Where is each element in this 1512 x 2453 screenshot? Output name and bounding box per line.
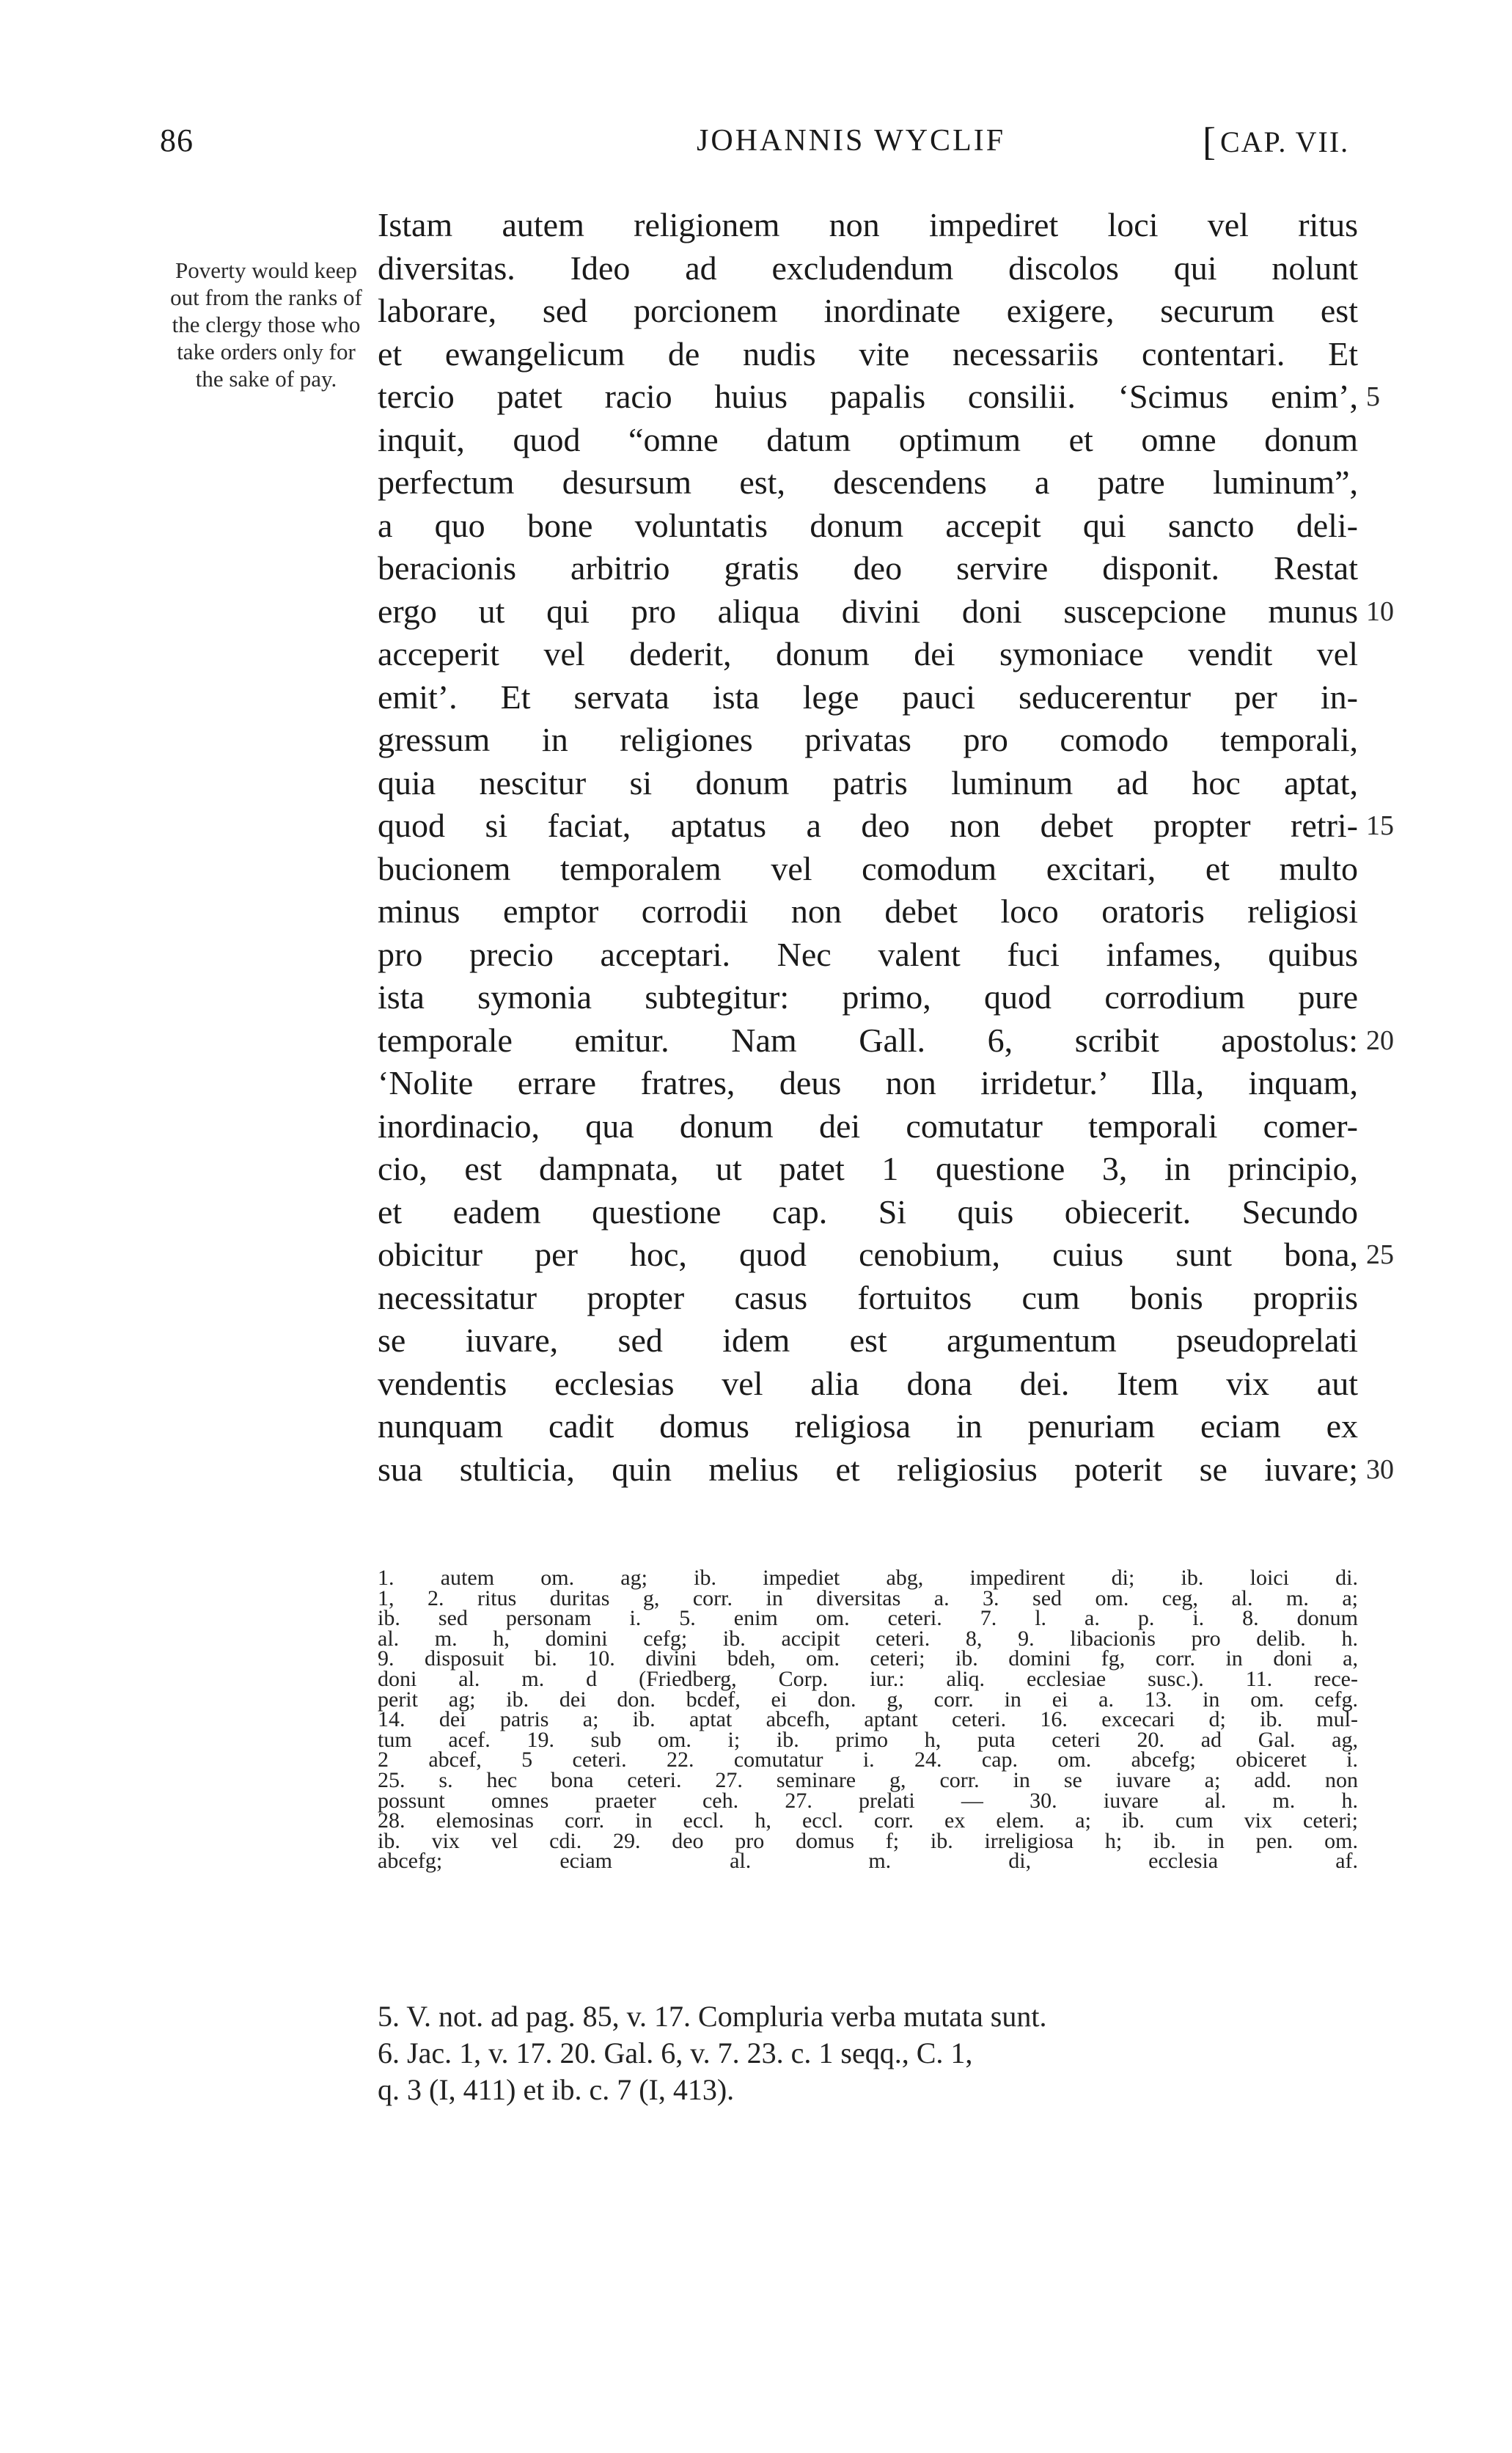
text-line xyxy=(378,590,1394,634)
text-line xyxy=(378,290,1358,333)
apparatus-line: 1, 2. ritus duritas g, corr. in diversitas a. 3. sed om. ceg, al. m. a; xyxy=(378,1585,1358,1610)
chapter-bracket: [ xyxy=(1203,120,1217,164)
text-line-content: obicitur per hoc, quod cenobium, cuius sunt bona, xyxy=(378,1236,1358,1273)
running-head: JOHANNIS WYCLIF xyxy=(697,124,1006,158)
text-line-content: diversitas. Ideo ad excludendum discolos qui nolunt xyxy=(378,249,1358,287)
text-line xyxy=(378,1448,1394,1492)
text-line-content: sua stulticia, quin melius et religiosius poterit se iuvare; xyxy=(378,1450,1358,1488)
text-line-content: inquit, quod “omne datum optimum et omne donum xyxy=(378,420,1358,458)
line-number: 15 xyxy=(1366,810,1394,841)
apparatus-line: 2 abcef, 5 ceteri. 22. comutatur i. 24. cap. om. abcefg; obiceret i. xyxy=(378,1748,1358,1772)
text-line-content: tercio patet racio huius papalis consilii. ‘Scimus enim’, xyxy=(378,378,1358,415)
line-number: 5 xyxy=(1366,381,1380,412)
text-line xyxy=(378,1148,1358,1191)
text-line xyxy=(378,976,1358,1019)
text-line xyxy=(378,633,1358,676)
text-line-content: et eadem questione cap. Si quis obiecerit. Secundo xyxy=(378,1192,1358,1231)
text-line-content: minus emptor corrodii non debet loco oratoris religiosi xyxy=(378,892,1358,930)
text-line xyxy=(378,934,1358,977)
text-line xyxy=(378,333,1358,376)
text-line xyxy=(378,1405,1358,1448)
text-line xyxy=(378,461,1358,505)
apparatus-line: perit ag; ib. dei don. bcdef, ei don. g, corr. in ei a. 13. in om. cefg. xyxy=(378,1687,1358,1712)
apparatus-line: 9. disposuit bi. 10. divini bdeh, om. ceteri; ib. domini fg, corr. in doni a, xyxy=(378,1646,1358,1671)
text-line-content: ‘Nolite errare fratres, deus non irridetur.’ Illa, inquam, xyxy=(378,1064,1358,1101)
text-line-content: et ewangelicum de nudis vite necessariis contentari. Et xyxy=(378,334,1358,373)
text-line xyxy=(378,1191,1358,1234)
apparatus-line: 25. s. hec bona ceteri. 27. seminare g, corr. in se iuvare a; add. non xyxy=(378,1767,1358,1792)
text-line xyxy=(378,1062,1358,1105)
text-line xyxy=(378,1105,1358,1148)
text-line-content: cio, est dampnata, ut patet 1 questione 3, in principio, xyxy=(378,1150,1358,1187)
apparatus-line: abcefg; eciam al. m. di, ecclesia af. xyxy=(378,1849,1358,1874)
text-line xyxy=(378,1233,1394,1277)
text-line-content: bucionem temporalem vel comodum excitari, et multo xyxy=(378,849,1358,887)
text-line xyxy=(378,676,1358,719)
main-text xyxy=(378,204,1394,1491)
text-line xyxy=(378,890,1358,934)
text-line-content: perfectum desursum est, descendens a patre luminum”, xyxy=(378,463,1358,501)
source-notes xyxy=(378,1998,1358,2108)
text-line-content: gressum in religiones privatas pro comodo temporali, xyxy=(378,721,1358,758)
note-line: 6. Jac. 1, v. 17. 20. Gal. 6, v. 7. 23. c. 1 seqq., C. 1, xyxy=(378,2036,973,2069)
text-line-content: emit’. Et servata ista lege pauci seducerentur per in- xyxy=(378,678,1358,716)
note-line: 5. V. not. ad pag. 85, v. 17. Compluria verba mutata sunt. xyxy=(378,2000,1047,2033)
text-line xyxy=(378,848,1358,891)
text-line xyxy=(378,719,1358,762)
line-number: 25 xyxy=(1366,1239,1394,1270)
text-line xyxy=(378,1019,1394,1063)
text-line-content: se iuvare, sed idem est argumentum pseudoprelati xyxy=(378,1321,1358,1359)
text-line-content: beracionis arbitrio gratis deo servire disponit. Restat xyxy=(378,549,1358,587)
text-line xyxy=(378,419,1358,462)
text-line-content: vendentis ecclesias vel alia dona dei. Item vix aut xyxy=(378,1364,1358,1402)
text-line-content: temporale emitur. Nam Gall. 6, scribit apostolus: xyxy=(378,1021,1358,1059)
text-line xyxy=(378,247,1358,290)
page-number: 86 xyxy=(160,122,194,158)
text-line xyxy=(378,505,1358,548)
chapter-label: CAP. VII. xyxy=(1219,125,1350,158)
critical-apparatus xyxy=(378,1566,1358,1874)
side-note: Poverty would keep out from the ranks of the clergy those who take orders only for the sake of pay. xyxy=(170,257,362,392)
text-line xyxy=(378,375,1380,419)
apparatus-line: doni al. m. d (Friedberg, Corp. iur.: aliq. ecclesiae susc.). 11. rece- xyxy=(378,1666,1358,1691)
text-line-content: ergo ut qui pro aliqua divini doni suscepcione munus xyxy=(378,592,1358,630)
text-line-content: inordinacio, qua donum dei comutatur temporali comer- xyxy=(378,1107,1358,1145)
apparatus-line: tum acef. 19. sub om. i; ib. primo h, puta ceteri 20. ad Gal. ag, xyxy=(378,1727,1358,1752)
text-line xyxy=(378,1363,1358,1406)
text-line xyxy=(378,204,1358,247)
text-line-content: ista symonia subtegitur: primo, quod corrodium pure xyxy=(378,978,1358,1016)
text-line xyxy=(378,1277,1358,1320)
text-line-content: necessitatur propter casus fortuitos cum bonis propriis xyxy=(378,1278,1358,1316)
apparatus-line: ib. vix vel cdi. 29. deo pro domus f; ib. irreligiosa h; ib. in pen. om. xyxy=(378,1828,1358,1853)
note-line: q. 3 (I, 411) et ib. c. 7 (I, 413). xyxy=(378,2073,735,2106)
apparatus-line: 1. autem om. ag; ib. impediet abg, impedirent di; ib. loici di. xyxy=(378,1566,1358,1590)
text-line xyxy=(378,804,1394,848)
apparatus-line: 28. elemosinas corr. in eccl. h, eccl. corr. ex elem. a; ib. cum vix ceteri; xyxy=(378,1808,1358,1833)
text-line-content: quod si faciat, aptatus a deo non debet propter retri- xyxy=(378,807,1358,844)
text-line-content: laborare, sed porcionem inordinate exigere, securum est xyxy=(378,292,1358,329)
text-line-content: pro precio acceptari. Nec valent fuci infames, quibus xyxy=(378,935,1358,973)
text-line-content: a quo bone voluntatis donum accepit qui sancto deli- xyxy=(378,506,1358,544)
text-line xyxy=(378,1319,1358,1363)
line-number: 20 xyxy=(1366,1024,1394,1056)
line-number: 10 xyxy=(1366,595,1394,627)
apparatus-line: al. m. h, domini cefg; ib. accipit ceteri. 8, 9. libacionis pro delib. h. xyxy=(378,1626,1358,1651)
text-line-content: quia nescitur si donum patris luminum ad hoc aptat, xyxy=(378,763,1358,802)
line-number: 30 xyxy=(1366,1453,1394,1485)
text-line-content: nunquam cadit domus religiosa in penuriam eciam ex xyxy=(378,1407,1358,1445)
apparatus-line: ib. sed personam i. 5. enim om. ceteri. 7. l. a. p. i. 8. donum xyxy=(378,1606,1358,1631)
text-line-content: Istam autem religionem non impediret loci vel ritus xyxy=(378,206,1358,243)
text-line xyxy=(378,547,1358,590)
chapter-reference xyxy=(1203,119,1349,164)
apparatus-line: 14. dei patris a; ib. aptat abcefh, aptant ceteri. 16. excecari d; ib. mul- xyxy=(378,1707,1358,1732)
apparatus-line: possunt omnes praeter ceh. 27. prelati — 30. iuvare al. m. h. xyxy=(378,1788,1358,1813)
text-line xyxy=(378,762,1358,805)
text-line-content: acceperit vel dederit, donum dei symoniace vendit vel xyxy=(378,635,1358,672)
